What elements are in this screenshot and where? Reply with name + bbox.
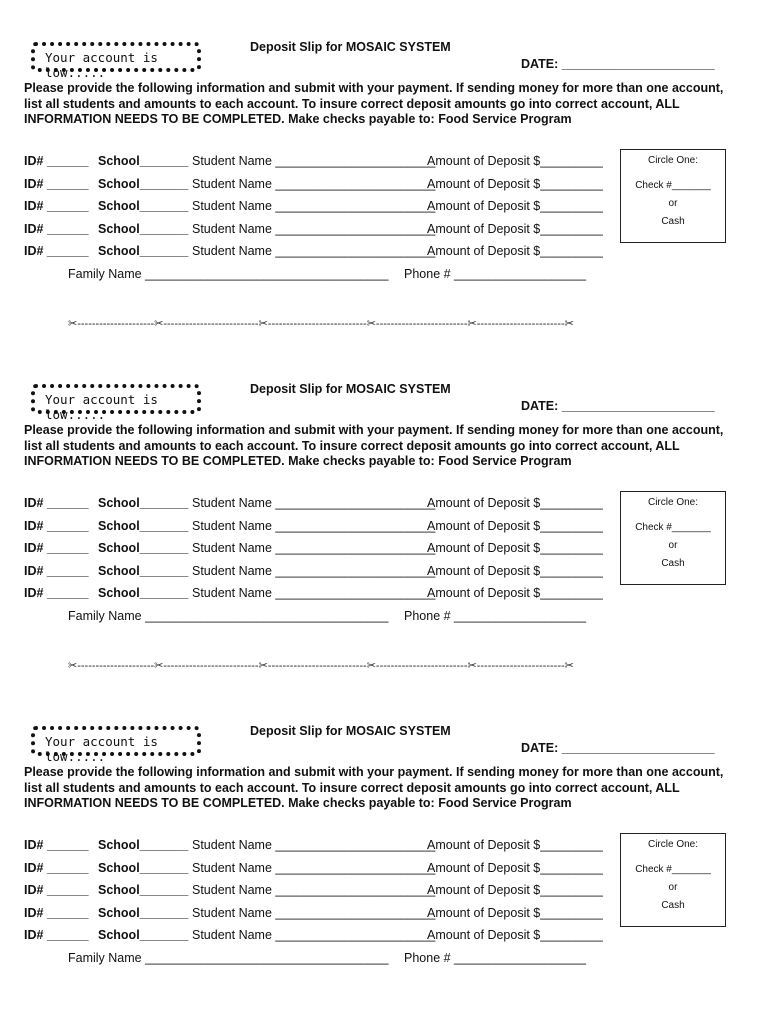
id-field[interactable]: ID# ______: [24, 199, 89, 213]
student-row: [24, 838, 603, 856]
student-name-field[interactable]: Student Name _______________________: [192, 244, 436, 258]
student-row: [24, 928, 603, 946]
amount-field[interactable]: Amount of Deposit $_________: [427, 154, 603, 168]
student-row: [24, 906, 603, 924]
payment-method-box: [620, 833, 726, 927]
family-name-field[interactable]: Family Name ___________________________________: [68, 609, 389, 623]
student-row: [24, 154, 603, 172]
student-name-field[interactable]: Student Name _______________________: [192, 906, 436, 920]
or-label: or: [668, 540, 678, 551]
instructions: Please provide the following information and submit with your payment. If sending money for more than one account, list all students and amounts to each account. To insure correct deposit amounts go into correct account, ALL INFORMATION NEEDS TO BE COMPLETED. Make checks payable to: Food Service Program: [24, 765, 724, 810]
family-row: [68, 267, 587, 285]
student-name-field[interactable]: Student Name _______________________: [192, 564, 436, 578]
slip-title: Deposit Slip for MOSAIC SYSTEM: [250, 724, 451, 738]
student-row: [24, 861, 603, 879]
id-field[interactable]: ID# ______: [24, 222, 89, 236]
family-name-field[interactable]: Family Name ___________________________________: [68, 267, 389, 281]
school-field[interactable]: School_______: [98, 564, 189, 578]
id-field[interactable]: ID# ______: [24, 906, 89, 920]
school-field[interactable]: School_______: [98, 177, 189, 191]
id-field[interactable]: ID# ______: [24, 586, 89, 600]
student-row: [24, 541, 603, 559]
or-label: or: [668, 882, 678, 893]
student-row: [24, 564, 603, 582]
id-field[interactable]: ID# ______: [24, 564, 89, 578]
id-field[interactable]: ID# ______: [24, 541, 89, 555]
deposit-slip-3: [0, 724, 770, 1034]
payment-method-box: [620, 149, 726, 243]
amount-field[interactable]: Amount of Deposit $_________: [427, 861, 603, 875]
deposit-slip-2: [0, 382, 770, 692]
family-name-field[interactable]: Family Name ___________________________________: [68, 951, 389, 965]
school-field[interactable]: School_______: [98, 586, 189, 600]
id-field[interactable]: ID# ______: [24, 883, 89, 897]
student-row: [24, 586, 603, 604]
student-name-field[interactable]: Student Name _______________________: [192, 541, 436, 555]
cut-line: ✂---------------------✂--------------------------✂---------------------------✂-------------------------✂------------------------✂: [68, 660, 574, 672]
student-name-field[interactable]: Student Name _______________________: [192, 177, 436, 191]
student-name-field[interactable]: Student Name _______________________: [192, 883, 436, 897]
slip-title: Deposit Slip for MOSAIC SYSTEM: [250, 382, 451, 396]
student-name-field[interactable]: Student Name _______________________: [192, 496, 436, 510]
circle-one-label: Circle One:: [647, 497, 698, 508]
check-option[interactable]: Check #_______: [635, 180, 711, 191]
school-field[interactable]: School_______: [98, 519, 189, 533]
amount-field[interactable]: Amount of Deposit $_________: [427, 906, 603, 920]
student-name-field[interactable]: Student Name _______________________: [192, 222, 436, 236]
school-field[interactable]: School_______: [98, 541, 189, 555]
date-field[interactable]: DATE: ______________________: [521, 57, 715, 71]
school-field[interactable]: School_______: [98, 199, 189, 213]
badge-text: Your account is low.....: [45, 392, 158, 422]
student-name-field[interactable]: Student Name _______________________: [192, 838, 436, 852]
amount-field[interactable]: Amount of Deposit $_________: [427, 838, 603, 852]
cash-option[interactable]: Cash: [661, 216, 685, 227]
amount-field[interactable]: Amount of Deposit $_________: [427, 199, 603, 213]
student-name-field[interactable]: Student Name _______________________: [192, 928, 436, 942]
account-low-badge: [31, 384, 201, 422]
deposit-slip-1: [0, 40, 770, 350]
student-row: [24, 883, 603, 901]
amount-field[interactable]: Amount of Deposit $_________: [427, 496, 603, 510]
badge-text: Your account is low.....: [45, 734, 158, 764]
student-row: [24, 199, 603, 217]
id-field[interactable]: ID# ______: [24, 838, 89, 852]
amount-field[interactable]: Amount of Deposit $_________: [427, 541, 603, 555]
school-field[interactable]: School_______: [98, 928, 189, 942]
school-field[interactable]: School_______: [98, 222, 189, 236]
circle-one-label: Circle One:: [647, 155, 698, 166]
student-name-field[interactable]: Student Name _______________________: [192, 586, 436, 600]
family-row: [68, 609, 587, 627]
school-field[interactable]: School_______: [98, 244, 189, 258]
phone-field[interactable]: Phone # ___________________: [404, 267, 587, 281]
amount-field[interactable]: Amount of Deposit $_________: [427, 177, 603, 191]
student-name-field[interactable]: Student Name _______________________: [192, 199, 436, 213]
student-row: [24, 496, 603, 514]
student-row: [24, 244, 603, 262]
id-field[interactable]: ID# ______: [24, 177, 89, 191]
id-field[interactable]: ID# ______: [24, 861, 89, 875]
school-field[interactable]: School_______: [98, 906, 189, 920]
circle-one-label: Circle One:: [647, 839, 698, 850]
phone-field[interactable]: Phone # ___________________: [404, 609, 587, 623]
school-field[interactable]: School_______: [98, 496, 189, 510]
slip-title: Deposit Slip for MOSAIC SYSTEM: [250, 40, 451, 54]
student-row: [24, 222, 603, 240]
date-field[interactable]: DATE: ______________________: [521, 741, 715, 755]
school-field[interactable]: School_______: [98, 861, 189, 875]
account-low-badge: [31, 42, 201, 80]
badge-text: Your account is low.....: [45, 50, 158, 80]
student-name-field[interactable]: Student Name _______________________: [192, 861, 436, 875]
amount-field[interactable]: Amount of Deposit $_________: [427, 564, 603, 578]
student-name-field[interactable]: Student Name _______________________: [192, 154, 436, 168]
or-label: or: [668, 198, 678, 209]
amount-field[interactable]: Amount of Deposit $_________: [427, 222, 603, 236]
instructions: Please provide the following information and submit with your payment. If sending money for more than one account, list all students and amounts to each account. To insure correct deposit amounts go into correct account, ALL INFORMATION NEEDS TO BE COMPLETED. Make checks payable to: Food Service Program: [24, 423, 724, 468]
cash-option[interactable]: Cash: [661, 900, 685, 911]
amount-field[interactable]: Amount of Deposit $_________: [427, 586, 603, 600]
id-field[interactable]: ID# ______: [24, 154, 89, 168]
cut-line: ✂---------------------✂--------------------------✂---------------------------✂-------------------------✂------------------------✂: [68, 318, 574, 330]
payment-method-box: [620, 491, 726, 585]
check-option[interactable]: Check #_______: [635, 522, 711, 533]
amount-field[interactable]: Amount of Deposit $_________: [427, 928, 603, 942]
family-row: [68, 951, 587, 969]
student-name-field[interactable]: Student Name _______________________: [192, 519, 436, 533]
id-field[interactable]: ID# ______: [24, 496, 89, 510]
school-field[interactable]: School_______: [98, 838, 189, 852]
phone-field[interactable]: Phone # ___________________: [404, 951, 587, 965]
amount-field[interactable]: Amount of Deposit $_________: [427, 519, 603, 533]
cash-option[interactable]: Cash: [661, 558, 685, 569]
date-field[interactable]: DATE: ______________________: [521, 399, 715, 413]
school-field[interactable]: School_______: [98, 154, 189, 168]
id-field[interactable]: ID# ______: [24, 519, 89, 533]
id-field[interactable]: ID# ______: [24, 244, 89, 258]
amount-field[interactable]: Amount of Deposit $_________: [427, 244, 603, 258]
amount-field[interactable]: Amount of Deposit $_________: [427, 883, 603, 897]
instructions: Please provide the following information and submit with your payment. If sending money for more than one account, list all students and amounts to each account. To insure correct deposit amounts go into correct account, ALL INFORMATION NEEDS TO BE COMPLETED. Make checks payable to: Food Service Program: [24, 81, 724, 126]
student-row: [24, 519, 603, 537]
id-field[interactable]: ID# ______: [24, 928, 89, 942]
check-option[interactable]: Check #_______: [635, 864, 711, 875]
student-row: [24, 177, 603, 195]
school-field[interactable]: School_______: [98, 883, 189, 897]
account-low-badge: [31, 726, 201, 764]
